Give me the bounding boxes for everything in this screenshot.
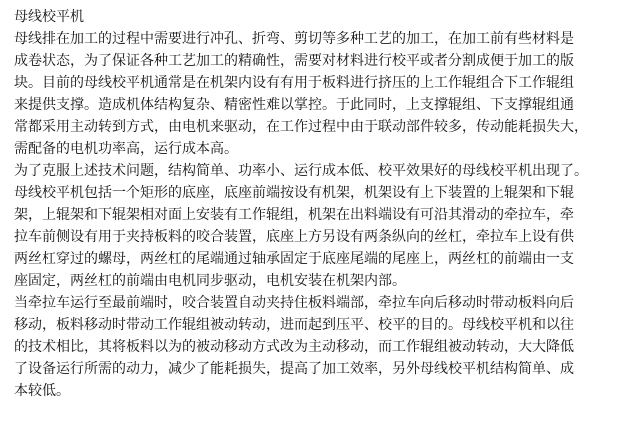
text-line: 拉车前侧设有用于夹持板料的咬合装置，底座上方另设有两条纵向的丝杠，牵拉车上设有供 <box>14 229 574 245</box>
text-line: 需配备的电机功率高，运行成本高。 <box>14 141 238 157</box>
text-line: 的技术相比，其将板料以为的被动移动方式改为主动移动，而工作辊组被动转动，大大降低 <box>14 339 574 355</box>
text-line: 母线排在加工的过程中需要进行冲孔、折弯、剪切等多种工艺的加工，在加工前有些材料是 <box>14 31 574 47</box>
document-body <box>14 6 620 402</box>
text-line: 座固定，两丝杠的前端由电机同步驱动，电机安装在机架内部。 <box>14 273 406 289</box>
text-line: 成卷状态，为了保证各种工艺加工的精确性，需要对材料进行校平或者分割成便于加工的版 <box>14 53 574 69</box>
text-line: 块。目前的母线校平机通常是在机架内设有有用于板料进行挤压的上工作辊组合下工作辊组 <box>14 75 574 91</box>
document-title: 母线校平机 <box>14 9 84 25</box>
text-line: 两丝杠穿过的螺母，两丝杠的尾端通过轴承固定于底座尾端的尾座上，两丝杠的前端由一支 <box>14 251 574 267</box>
text-line: 架，上辊架和下辊架相对面上安装有工作辊组，机架在出料端设有可沿其滑动的牵拉车，牵 <box>14 207 574 223</box>
text-line: 常都采用主动转到方式，由电机来驱动，在工作过程中由于联动部件较多，传动能耗损失大， <box>14 119 588 135</box>
text-line: 移动，板料移动时带动工作辊组被动转动，进而起到压平、校平的目的。母线校平机和以往 <box>14 317 574 333</box>
text-line: 为了克服上述技术问题，结构简单、功率小、运行成本低、校平效果好的母线校平机出现了。 <box>14 163 588 179</box>
text-line: 来提供支撑。造成机体结构复杂、精密性难以掌控。于此同时，上支撑辊组、下支撑辊组通 <box>14 97 574 113</box>
text-line: 本较低。 <box>14 383 70 399</box>
text-line: 母线校平机包括一个矩形的底座，底座前端按设有机架，机架设有上下装置的上辊架和下辊 <box>14 185 574 201</box>
text-line: 了设备运行所需的动力，减少了能耗损失，提高了加工效率，另外母线校平机结构简单、成 <box>14 361 574 377</box>
text-line: 当牵拉车运行至最前端时，咬合装置自动夹持住板料端部，牵拉车向后移动时带动板料向后 <box>14 295 574 311</box>
